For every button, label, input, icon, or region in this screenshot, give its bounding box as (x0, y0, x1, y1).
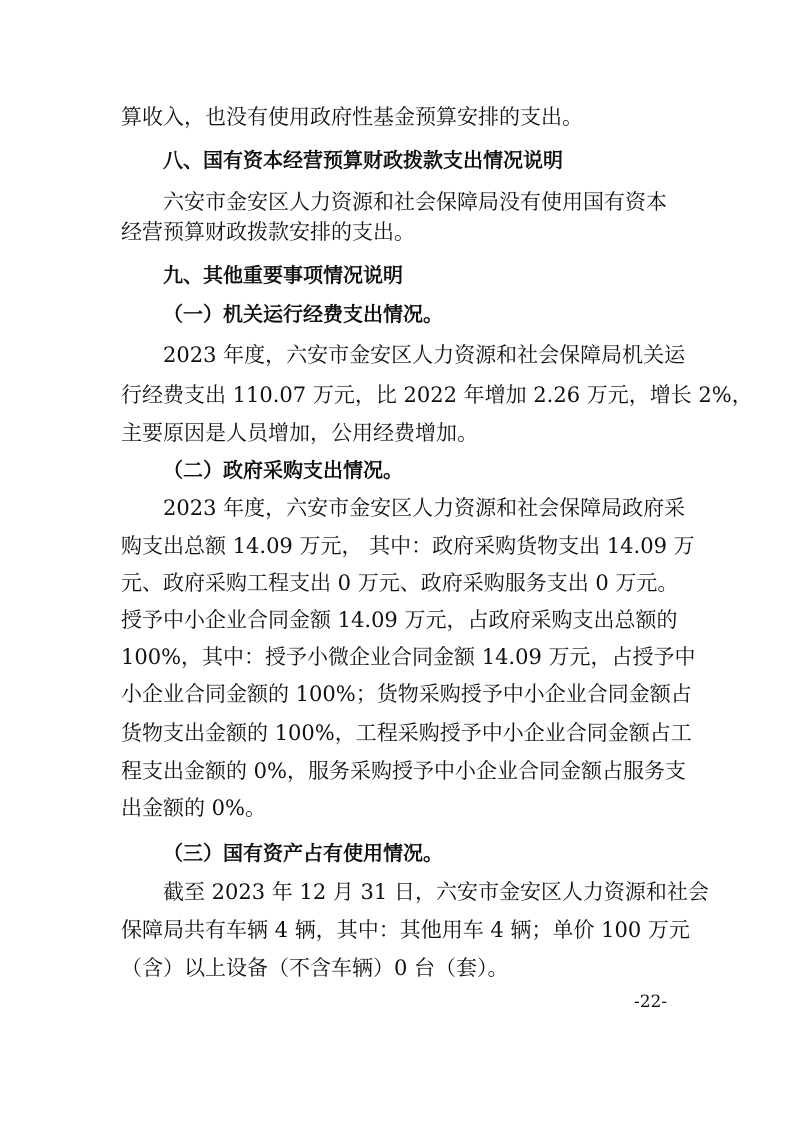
paragraph-line: 截至 2023 年 12 月 31 日，六安市金安区人力资源和社会 (163, 880, 709, 904)
paragraph-line: 程支出金额的 0%，服务采购授予中小企业合同金额占服务支 (121, 759, 686, 783)
paragraph-line: 授予中小企业合同金额 14.09 万元，占政府采购支出总额的 (121, 608, 678, 632)
paragraph-line: 2023 年度，六安市金安区人力资源和社会保障局机关运 (163, 343, 686, 367)
paragraph-line: （含）以上设备（不含车辆）0 台（套）。 (121, 956, 509, 980)
paragraph-line: 元、政府采购工程支出 0 万元、政府采购服务支出 0 万元。 (121, 571, 679, 595)
paragraph-line: 主要原因是人员增加，公用经费增加。 (121, 421, 478, 445)
paragraph-line: 2023 年度，六安市金安区人力资源和社会保障局政府采 (163, 496, 686, 520)
paragraph-line: 经营预算财政拨款安排的支出。 (121, 220, 415, 244)
paragraph-line: 小企业合同金额的 100%；货物采购授予中小企业合同金额占 (121, 682, 692, 706)
paragraph-line: 出金额的 0%。 (121, 796, 266, 820)
paragraph-line: 行经费支出 110.07 万元，比 2022 年增加 2.26 万元，增长 2%， (121, 383, 753, 407)
paragraph-line: 100%，其中：授予小微企业合同金额 14.09 万元，占授予中 (121, 645, 696, 669)
subsection-heading-3: （三）国有资产占有使用情况。 (163, 841, 443, 865)
section-heading-9: 九、其他重要事项情况说明 (163, 263, 403, 287)
paragraph-line: 保障局共有车辆 4 辆，其中：其他用车 4 辆；单价 100 万元 (121, 918, 690, 942)
section-heading-8: 八、国有资本经营预算财政拨款支出情况说明 (163, 148, 563, 172)
subsection-heading-1: （一）机关运行经费支出情况。 (163, 302, 443, 326)
subsection-heading-2: （二）政府采购支出情况。 (163, 458, 403, 482)
paragraph-line: 货物支出金额的 100%，工程采购授予中小企业合同金额占工 (121, 721, 692, 745)
paragraph-line: 六安市金安区人力资源和社会保障局没有使用国有资本 (163, 190, 667, 214)
paragraph-line: 购支出总额 14.09 万元， 其中：政府采购货物支出 14.09 万 (121, 534, 695, 558)
paragraph-line: 算收入，也没有使用政府性基金预算安排的支出。 (121, 105, 583, 129)
page-number: -22- (634, 992, 668, 1012)
